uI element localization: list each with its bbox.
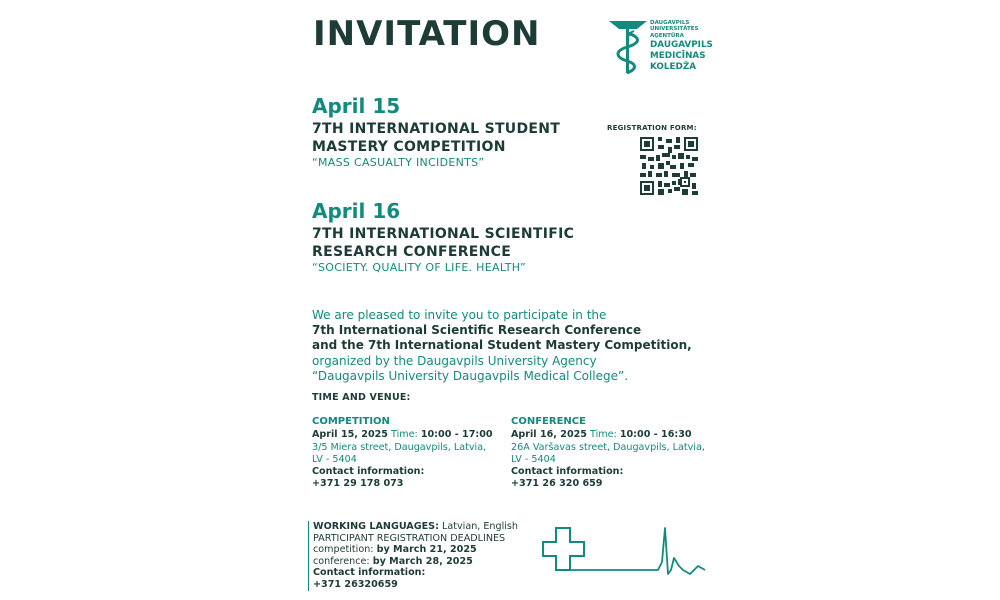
competition-details	[312, 416, 512, 491]
logo-big-line: MEDICĪNAS	[650, 50, 706, 61]
competition-date: April 15, 2025	[312, 429, 388, 441]
event-date: April 15	[312, 94, 401, 118]
heartbeat-cross-icon	[540, 522, 708, 580]
contact-label: Contact information:	[312, 466, 425, 478]
intro-line: “Daugavpils University Daugavpils Medical College”.	[312, 368, 629, 383]
address-line: 3/5 Miera street, Daugavpils, Latvia,	[312, 441, 487, 453]
contact-phone[interactable]: +371 26 320 659	[511, 478, 603, 490]
registration-label: REGISTRATION FORM:	[607, 124, 697, 132]
logo-small-line: UNIVERSITĀTES	[650, 26, 699, 33]
time-label: Time:	[391, 429, 418, 441]
footer-contact-label: Contact information:	[313, 567, 426, 579]
contact-phone[interactable]: +371 29 178 073	[312, 478, 404, 490]
intro-line-bold: and the 7th International Student Mastery Competition,	[312, 338, 692, 353]
competition-deadline: by March 21, 2025	[376, 544, 477, 556]
conference-heading: CONFERENCE	[511, 416, 586, 427]
languages-label: WORKING LANGUAGES:	[313, 521, 439, 532]
event-subtitle: “SOCIETY. QUALITY OF LIFE. HEALTH”	[312, 261, 526, 274]
deadlines-label: PARTICIPANT REGISTRATION DEADLINES	[313, 532, 506, 544]
competition-heading: COMPETITION	[312, 416, 390, 427]
competition-deadline-label: competition:	[313, 544, 374, 556]
conference-date: April 16, 2025	[511, 429, 587, 441]
logo-small-line: AĢENTŪRA	[650, 32, 684, 39]
logo-small-line: DAUGAVPILS	[650, 20, 690, 26]
logo-text	[650, 20, 720, 73]
intro-line-bold: 7th International Scientific Research Conference	[312, 323, 642, 338]
conference-details	[511, 416, 711, 491]
event-title-line: 7TH INTERNATIONAL STUDENT	[312, 121, 561, 137]
event-conference	[312, 199, 574, 274]
intro-line: organized by the Daugavpils University Agency	[312, 353, 597, 368]
invitation-title: INVITATION	[313, 14, 541, 54]
event-subtitle: “MASS CASUALTY INCIDENTS”	[312, 156, 485, 169]
event-title-line: 7TH INTERNATIONAL SCIENTIFIC	[312, 226, 575, 242]
conference-time: 10:00 - 16:30	[619, 429, 692, 441]
competition-time: 10:00 - 17:00	[420, 429, 493, 441]
event-competition	[312, 94, 560, 169]
event-date: April 16	[312, 199, 401, 223]
languages-value: Latvian, English	[441, 521, 519, 532]
footer-phone[interactable]: +371 26320659	[313, 578, 398, 590]
contact-label: Contact information:	[511, 466, 624, 478]
time-venue-label: TIME AND VENUE:	[312, 392, 411, 403]
address-line: LV - 5404	[312, 453, 357, 465]
logo-big-line: DAUGAVPILS	[650, 39, 713, 50]
time-label: Time:	[590, 429, 617, 441]
intro-paragraph	[312, 308, 692, 384]
conference-deadline-label: conference:	[313, 555, 370, 567]
logo-big-line: KOLEDŽA	[650, 61, 697, 72]
event-title-line: MASTERY COMPETITION	[312, 139, 506, 155]
address-line: 26A Varšavas street, Daugavpils, Latvia,	[511, 441, 705, 453]
event-title-line: RESEARCH CONFERENCE	[312, 244, 512, 260]
footer-info	[308, 521, 543, 591]
conference-deadline: by March 28, 2025	[372, 555, 473, 567]
intro-line: We are pleased to invite you to participate in the	[312, 308, 607, 322]
qr-code-icon[interactable]	[640, 137, 698, 195]
address-line: LV - 5404	[511, 453, 556, 465]
